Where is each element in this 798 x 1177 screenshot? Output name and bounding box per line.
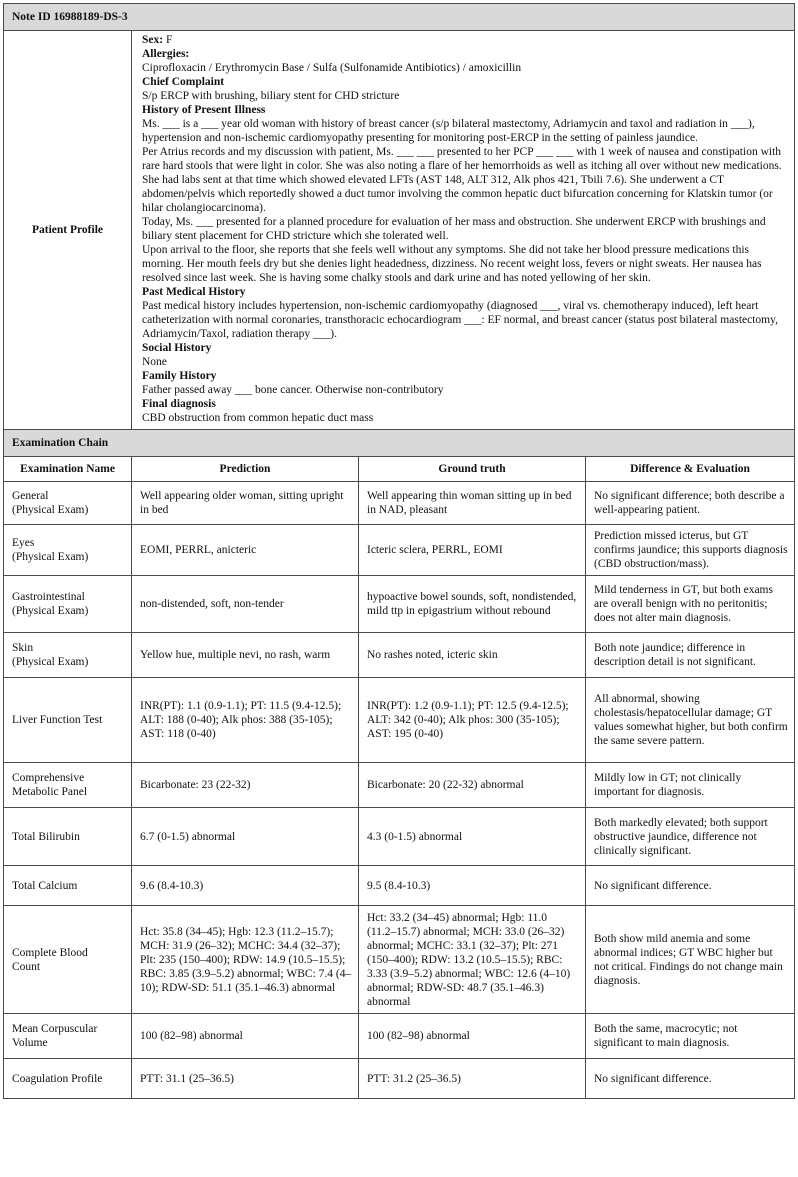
- sex-line: [142, 33, 784, 47]
- exam-row: [4, 482, 795, 525]
- patient-profile-label: Patient Profile: [4, 31, 132, 430]
- social-history-label: Social History: [142, 342, 212, 354]
- pmh-label: Past Medical History: [142, 286, 246, 298]
- prediction-cell: non-distended, soft, non-tender: [132, 576, 359, 633]
- prediction-cell: INR(PT): 1.1 (0.9-1.1); PT: 11.5 (9.4-12.5); ALT: 188 (0-40); Alk phos: 388 (35-105); AST: 118 (0-40): [132, 678, 359, 763]
- family-history-label: Family History: [142, 370, 217, 382]
- exam-row: [4, 525, 795, 576]
- ground-truth-cell: 4.3 (0-1.5) abnormal: [359, 808, 586, 866]
- ground-truth-cell: 100 (82–98) abnormal: [359, 1014, 586, 1059]
- ground-truth-cell: No rashes noted, icteric skin: [359, 633, 586, 678]
- hpi-paragraph: Upon arrival to the floor, she reports that she feels well without any symptoms. She did not take her blood pressure medications this morning. Her mouth feels dry but she denies light headedness, dizziness. No recent weight loss, fevers or night sweats. Her nausea has resolved since last week. She is having some chalky stools and dark urine and has noted yellowing of her skin.: [142, 244, 762, 284]
- column-header-prediction: Prediction: [132, 457, 359, 482]
- ground-truth-cell: PTT: 31.2 (25–36.5): [359, 1059, 586, 1099]
- evaluation-cell: All abnormal, showing cholestasis/hepatocellular damage; GT values somewhat higher, but both confirm the same severe pattern.: [586, 678, 795, 763]
- evaluation-cell: Mild tenderness in GT, but both exams are overall benign with no peritonitis; does not alter main diagnosis.: [586, 576, 795, 633]
- column-header-evaluation: Difference & Evaluation: [586, 457, 795, 482]
- exam-rows: [4, 482, 795, 1099]
- exam-name-cell: Eyes (Physical Exam): [4, 525, 132, 576]
- exam-name-cell: Skin (Physical Exam): [4, 633, 132, 678]
- exam-row: [4, 633, 795, 678]
- ground-truth-cell: 9.5 (8.4-10.3): [359, 866, 586, 906]
- prediction-cell: 6.7 (0-1.5) abnormal: [132, 808, 359, 866]
- prediction-cell: Well appearing older woman, sitting upright in bed: [132, 482, 359, 525]
- allergies-label: Allergies:: [142, 48, 190, 60]
- pmh-value: Past medical history includes hypertension, non-ischemic cardiomyopathy (diagnosed ___, viral vs. chemotherapy induced), left heart catheterization with normal coronaries, transthoracic echocardiogram ___: EF normal, and breast cancer (status post bilateral mastectomy, Adriamycin/Taxol, radiation therapy ___).: [142, 300, 778, 340]
- evaluation-cell: No significant difference.: [586, 866, 795, 906]
- exam-row: [4, 866, 795, 906]
- exam-name-cell: Total Calcium: [4, 866, 132, 906]
- evaluation-cell: Mildly low in GT; not clinically important for diagnosis.: [586, 763, 795, 808]
- chief-complaint-label: Chief Complaint: [142, 76, 225, 88]
- patient-profile-row: [4, 31, 795, 430]
- exam-column-headers: [4, 457, 795, 482]
- social-history-value: None: [142, 356, 167, 368]
- exam-name-cell: Gastrointestinal (Physical Exam): [4, 576, 132, 633]
- exam-row: [4, 576, 795, 633]
- prediction-cell: EOMI, PERRL, anicteric: [132, 525, 359, 576]
- prediction-cell: Hct: 35.8 (34–45); Hgb: 12.3 (11.2–15.7); MCH: 31.9 (26–32); MCHC: 34.4 (32–37); Plt: 235 (150–400); RDW: 14.9 (10.5–15.5); RBC: 3.85 (3.9–5.2) abnormal; WBC: 7.4 (4–10); RDW-SD: 51.1 (35.1–46.3) abnormal: [132, 906, 359, 1014]
- evaluation-cell: No significant difference.: [586, 1059, 795, 1099]
- exam-name-cell: Liver Function Test: [4, 678, 132, 763]
- note-id-header: Note ID 16988189-DS-3: [4, 4, 795, 31]
- exam-name-cell: Total Bilirubin: [4, 808, 132, 866]
- chief-complaint-value: S/p ERCP with brushing, biliary stent for CHD stricture: [142, 90, 400, 102]
- ground-truth-cell: INR(PT): 1.2 (0.9-1.1); PT: 12.5 (9.4-12.5); ALT: 342 (0-40); Alk phos: 300 (35-105); AST: 195 (0-40): [359, 678, 586, 763]
- hpi-paragraph: Today, Ms. ___ presented for a planned procedure for evaluation of her mass and obstruction. She underwent ERCP with brushings and biliary stent placement for CHD stricture which she tolerated well.: [142, 216, 766, 242]
- prediction-cell: Yellow hue, multiple nevi, no rash, warm: [132, 633, 359, 678]
- prediction-cell: 100 (82–98) abnormal: [132, 1014, 359, 1059]
- evaluation-cell: Both markedly elevated; both support obstructive jaundice, difference not clinically significant.: [586, 808, 795, 866]
- evaluation-cell: Both note jaundice; difference in description detail is not significant.: [586, 633, 795, 678]
- exam-row: [4, 678, 795, 763]
- document-page: [3, 3, 794, 1099]
- sex-value: F: [165, 34, 173, 46]
- exam-row: [4, 808, 795, 866]
- evaluation-cell: Prediction missed icterus, but GT confirms jaundice; this supports diagnosis (CBD obstruction/mass).: [586, 525, 795, 576]
- allergies-value: Ciprofloxacin / Erythromycin Base / Sulfa (Sulfonamide Antibiotics) / amoxicillin: [142, 62, 522, 74]
- sex-label: Sex:: [142, 34, 164, 46]
- exam-name-cell: Complete Blood Count: [4, 906, 132, 1014]
- exam-row: [4, 763, 795, 808]
- ground-truth-cell: Hct: 33.2 (34–45) abnormal; Hgb: 11.0 (11.2–15.7) abnormal; MCH: 33.0 (26–32) abnormal; MCHC: 33.1 (32–37); Plt: 271 (150–400); RDW: 13.2 (10.5–15.5); RBC: 3.33 (3.9–5.2) abnormal; WBC: 12.6 (4–10) abnormal; RDW-SD: 48.7 (35.1–46.3) abnormal: [359, 906, 586, 1014]
- ground-truth-cell: hypoactive bowel sounds, soft, nondistended, mild ttp in epigastrium without rebound: [359, 576, 586, 633]
- exam-name-cell: General (Physical Exam): [4, 482, 132, 525]
- final-diagnosis-value: CBD obstruction from common hepatic duct mass: [142, 412, 374, 424]
- exam-row: [4, 906, 795, 1014]
- ground-truth-cell: Well appearing thin woman sitting up in bed in NAD, pleasant: [359, 482, 586, 525]
- exam-name-cell: Mean Corpuscular Volume: [4, 1014, 132, 1059]
- evaluation-cell: Both show mild anemia and some abnormal indices; GT WBC higher but not critical. Findings do not change main diagnosis.: [586, 906, 795, 1014]
- ground-truth-cell: Bicarbonate: 20 (22-32) abnormal: [359, 763, 586, 808]
- prediction-cell: 9.6 (8.4-10.3): [132, 866, 359, 906]
- hpi-paragraph: Ms. ___ is a ___ year old woman with history of breast cancer (s/p bilateral mastectomy, Adriamycin and taxol and radiation in ___), hypertension and non-ischemic cardiomyopathy presenting for monitoring post-ERCP in the setting of painless jaundice.: [142, 118, 755, 144]
- prediction-cell: Bicarbonate: 23 (22-32): [132, 763, 359, 808]
- exam-row: [4, 1014, 795, 1059]
- hpi-paragraph: Per Atrius records and my discussion with patient, Ms. ___ ___ presented to her PCP ___ ___ with 1 week of nausea and constipation with rare hard stools that were light in color. She was also noting a flare of her hemorrhoids as well as itching all over without new medications. She had labs sent at that time which showed elevated LFTs (AST 148, ALT 312, Alk phos 421, Tbili 7.6). She underwent a CT abdomen/pelvis which reportedly showed a duct tumor involving the common hepatic duct bifurcation concerning for Klatskin tumor (or hilar cholangiocarcinoma).: [142, 146, 782, 214]
- exam-row: [4, 1059, 795, 1099]
- family-history-value: Father passed away ___ bone cancer. Otherwise non-contributory: [142, 384, 444, 396]
- prediction-cell: PTT: 31.1 (25–36.5): [132, 1059, 359, 1099]
- final-diagnosis-label: Final diagnosis: [142, 398, 216, 410]
- examination-chain-header: Examination Chain: [4, 430, 795, 457]
- column-header-exam-name: Examination Name: [4, 457, 132, 482]
- patient-profile-content: [132, 31, 795, 430]
- hpi-label: History of Present Illness: [142, 104, 266, 116]
- evaluation-cell: No significant difference; both describe a well-appearing patient.: [586, 482, 795, 525]
- evaluation-cell: Both the same, macrocytic; not significant to main diagnosis.: [586, 1014, 795, 1059]
- exam-name-cell: Comprehensive Metabolic Panel: [4, 763, 132, 808]
- ground-truth-cell: Icteric sclera, PERRL, EOMI: [359, 525, 586, 576]
- exam-name-cell: Coagulation Profile: [4, 1059, 132, 1099]
- column-header-ground-truth: Ground truth: [359, 457, 586, 482]
- note-table: [3, 3, 795, 1099]
